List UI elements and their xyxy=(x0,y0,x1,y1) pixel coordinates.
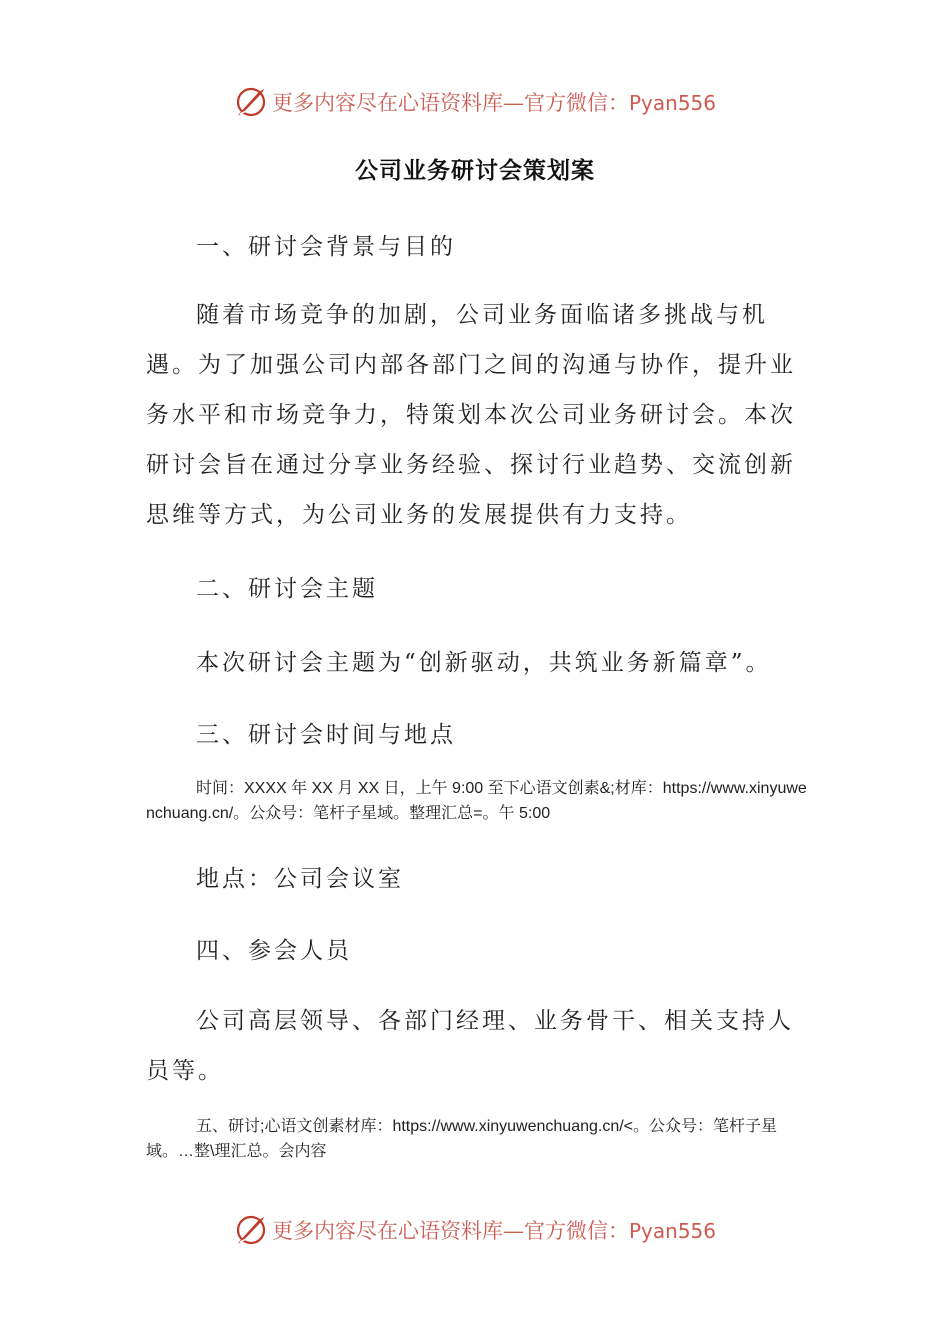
section-1-body: 随着市场竞争的加剧，公司业务面临诸多挑战与机遇。为了加强公司内部各部门之间的沟通与协作，提升业务水平和市场竞争力，特策划本次公司业务研讨会。本次研讨会旨在通过分享业务经验、探讨行业趋势、交流创新思维等方式，为公司业务的发展提供有力支持。 xyxy=(146,302,796,528)
section-1-heading: 一、研讨会背景与目的 xyxy=(196,234,456,260)
quill-logo-icon xyxy=(234,85,268,119)
watermark-text: 更多内容尽在心语资料库—官方微信：Pyan556 xyxy=(271,1219,716,1243)
section-3-time: 时间：XXXX 年 XX 月 XX 日，上午 9:00 至下心语文创素&;材库：https://www.xinyuwenchuang.cn/。公众号：笔杆子星域。整理汇总=。午 5:00 xyxy=(146,780,807,822)
section-3-heading: 三、研讨会时间与地点 xyxy=(196,722,456,748)
section-2-heading: 二、研讨会主题 xyxy=(196,576,378,602)
section-3-place: 地点：公司会议室 xyxy=(196,866,404,892)
section-2-body: 本次研讨会主题为“创新驱动，共筑业务新篇章”。 xyxy=(196,650,772,676)
watermark-text: 更多内容尽在心语资料库—官方微信：Pyan556 xyxy=(271,91,716,115)
watermark-banner-bottom xyxy=(0,1210,950,1250)
watermark-banner-top xyxy=(0,82,950,122)
document-title: 公司业务研讨会策划案 xyxy=(355,157,595,184)
section-4-body: 公司高层领导、各部门经理、业务骨干、相关支持人员等。 xyxy=(146,1008,794,1084)
quill-logo-icon xyxy=(234,1213,268,1247)
section-5-line: 五、研讨;心语文创素材库：https://www.xinyuwenchuang.cn/<。公众号：笔杆子星域。…整\理汇总。会内容 xyxy=(146,1118,778,1160)
section-4-heading: 四、参会人员 xyxy=(196,938,352,964)
